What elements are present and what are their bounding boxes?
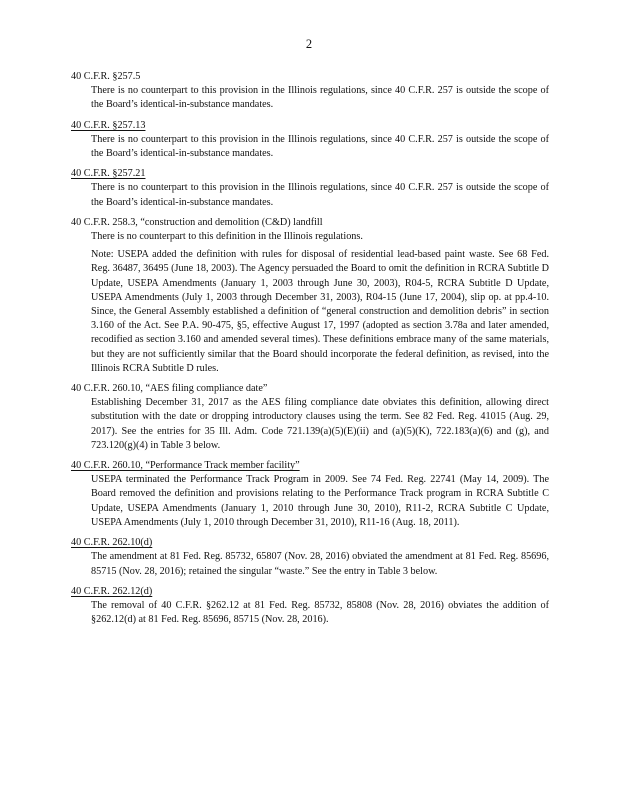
entry-260-10-performance-track [71,459,549,530]
entry-262-10-d [71,536,549,579]
entry-heading: 40 C.F.R. 262.10(d) [71,537,153,549]
entry-heading: 40 C.F.R. §257.5 [71,71,141,82]
entry-text: The removal of 40 C.F.R. §262.12 at 81 Fed. Reg. 85732, 85808 (Nov. 28, 2016) obviates the addition of §262.12(d) at 81 Fed. Reg. 85696, 85715 (Nov. 28, 2016). [91,599,549,626]
entry-257-21 [71,167,549,210]
entry-text: USEPA terminated the Performance Track Program in 2009. See 74 Fed. Reg. 22741 (May 14, 2009). The Board removed the definition and provisions relating to the Performance Track program in RCRA Subtitle C Update, USEPA Amendments (January 1, 2010 through June 30, 2010), R11-2, RCRA Subtitle C Update, USEPA Amendments (July 1, 2010 through December 31, 2010), R11-16 (Aug. 18, 2011). [91,474,549,528]
entry-text: There is no counterpart to this provision in the Illinois regulations, since 40 C.F.R. 257 is outside the scope of the Board’s identical-in-substance mandates. [91,85,549,111]
entry-heading: 40 C.F.R. §257.13 [71,119,146,131]
entry-heading: 40 C.F.R. 260.10, “AES filing compliance date” [71,383,268,395]
entry-257-5 [71,70,549,113]
entry-text: There is no counterpart to this definition in the Illinois regulations. [91,231,363,243]
entry-note: Note: USEPA added the definition with rules for disposal of residential lead-based paint waste. See 68 Fed. Reg. 36487, 36495 (June 18, 2003). The Agency persuaded the Board to omit the definition in RCRA Subtitle D Update, USEPA Amendments (January 1, 2003 through June 30, 2003), R04-5, RCRA Subtitle D Update, USEPA Amendments (July 1, 2003 through December 31, 2003), R04-15 (June 17, 2004), slip op. at pp.4-10. Since, the General Assembly established a definition of “general construction and demolition debris” in section 3.160 of the Act. See P.A. 90-475, §5, effective August 17, 1997 (adopted as section 3.78a and later amended, recodified as section 3.160 and amended several times). These definitions embrace many of the same materials, but they are not sufficiently similar that the Board should incorporate the federal definition, as revised, into the Illinois RCRA Subtitle D rules. [91,249,549,374]
page-number: 2 [305,37,313,51]
entry-text: There is no counterpart to this provision in the Illinois regulations, since 40 C.F.R. 257 is outside the scope of the Board’s identical-in-substance mandates. [91,133,549,160]
entry-heading: 40 C.F.R. §257.21 [71,168,146,180]
entry-heading: 40 C.F.R. 258.3, “construction and demolition (C&D) landfill [71,216,323,228]
entry-257-13 [71,119,549,162]
entry-258-3 [71,216,549,376]
entry-262-12-d [71,585,549,628]
entry-heading: 40 C.F.R. 262.12(d) [71,585,153,597]
entry-260-10-aes [71,382,549,453]
document-body [71,70,549,633]
entry-heading: 40 C.F.R. 260.10, “Performance Track member facility” [71,460,300,472]
entry-text: There is no counterpart to this provision in the Illinois regulations, since 40 C.F.R. 257 is outside the scope of the Board’s identical-in-substance mandates. [91,182,549,208]
entry-text: Establishing December 31, 2017 as the AES filing compliance date obviates this definition, allowing direct substitution with the date or dropping introductory clauses using the term. See 82 Fed. Reg. 41015 (Aug. 29, 2017). See the entries for 35 Ill. Adm. Code 721.139(a)(5)(E)(ii) and (a)(5)(K), 722.183(a)(6) and (g), and 723.120(g)(4) in Table 3 below. [91,397,549,451]
entry-text: The amendment at 81 Fed. Reg. 85732, 65807 (Nov. 28, 2016) obviated the amendment at 81 Fed. Reg. 85696, 85715 (Nov. 28, 2016); retained the singular “waste.” See the entry in Table 3 below. [91,551,549,577]
